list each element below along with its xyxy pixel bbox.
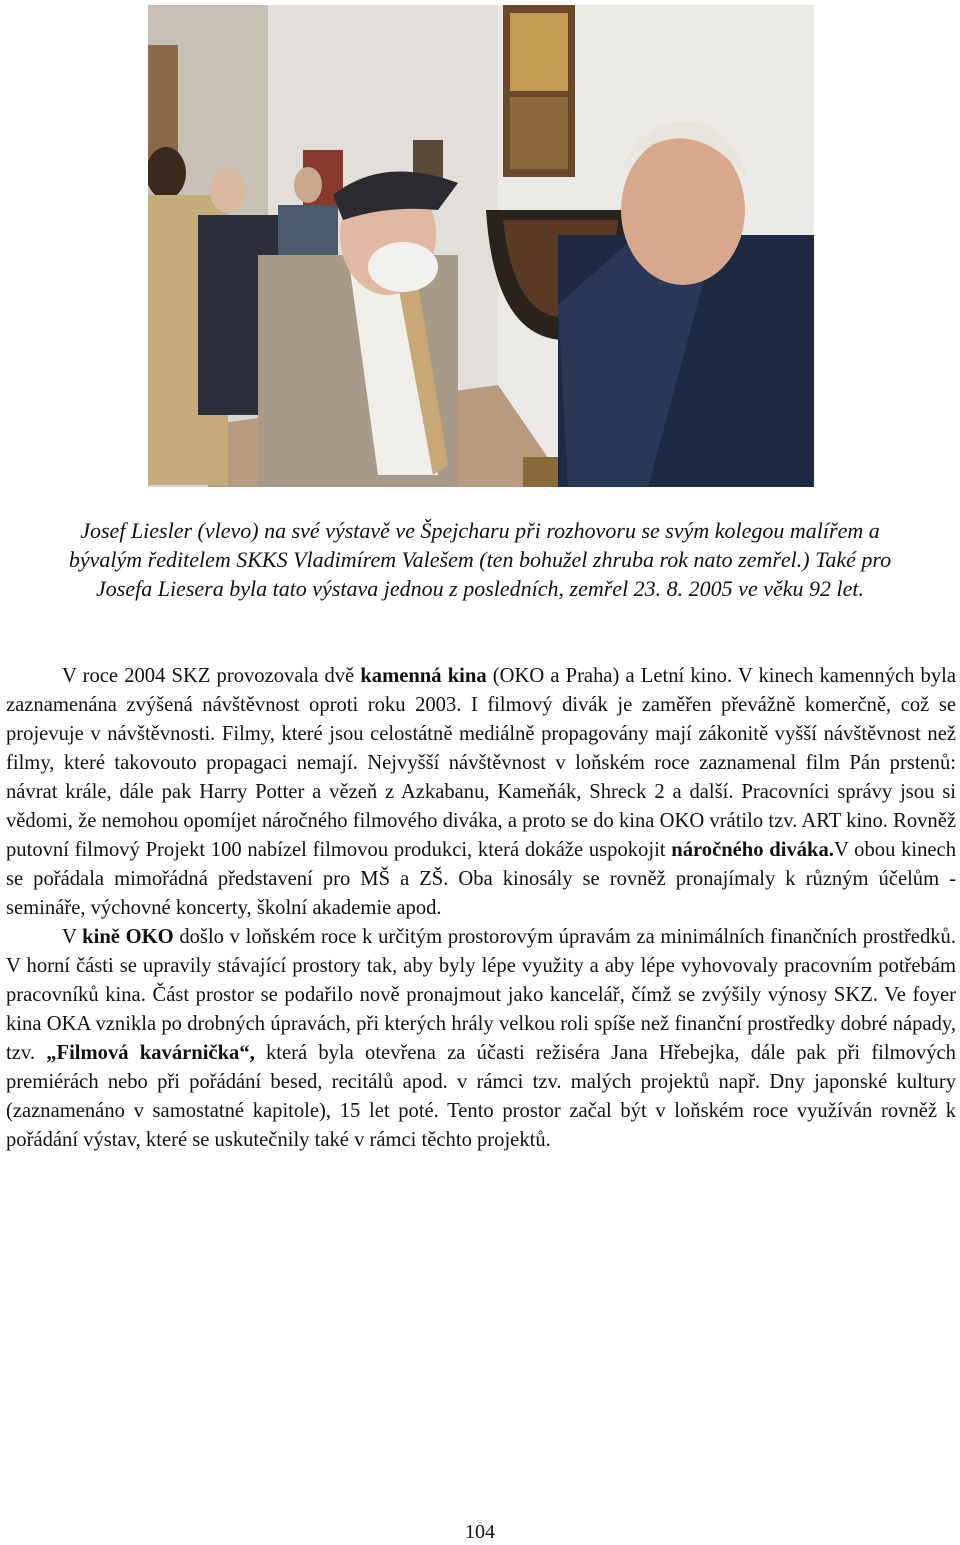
caption-line: Josefa Liesera byla tato výstava jednou z posledních, zemřel 23. 8. 2005 ve věku 92 let. [96,576,864,601]
photo-caption [10,516,950,603]
exhibition-photo [148,5,814,487]
paragraph-kino-oko [6,923,956,1155]
bold-run: náročného diváka. [671,839,834,861]
text-run: V obou kinech se pořádala mimořádná představení pro MŠ a ZŠ. Oba kinosály se rovněž pronajímaly k různým účelům - semináře, výchovné koncerty, školní akademie apod. [6,839,956,919]
text-run: došlo v loňském roce k určitým prostorovým úpravám za minimálních finančních prostředků. V horní části se upravily stávající prostory tak, aby byly lépe využity a aby lépe vyhovovaly pracovním potřebám pracovníků kina. Část prostor se podařilo nově pronajmout jako kancelář, čímž se zvýšily výnosy SKZ. Ve foyer kina OKA vznikla po drobných úpravách, při kterých hrály velkou roli spíše než finanční prostředky dobré nápady, tzv. [6,926,956,1064]
caption-line: bývalým ředitelem SKKS Vladimírem Valešem (ten bohužel zhruba rok nato zemřel.) Také pro [68,547,892,572]
bold-run: „Filmová kavárnička“, [46,1042,255,1064]
page-number: 104 [465,1521,495,1543]
paragraph-cinemas [6,662,956,923]
article-body [6,662,956,1155]
caption-line: Josef Liesler (vlevo) na své výstavě ve Špejcharu při rozhovoru se svým kolegou malířem a [80,518,880,543]
text-run: V [62,926,83,948]
text-run: (OKO a Praha) a Letní kino. V kinech kamenných byla zaznamenána zvýšená návštěvnost oproti roku 2003. I filmový divák je zaměřen převážně komerčně, což se projevuje v návštěvnosti. Filmy, které jsou celostátně mediálně propagovány mají zákonitě vyšší návštěvnost než filmy, které takovouto propagaci nemají. Nejvyšší návštěvnost v loňském roce zaznamenal film Pán prstenů: návrat krále, dále pak Harry Potter a vězeň z Azkabanu, Kameňák, Shreck 2 a další. Pracovníci správy jsou si vědomi, že nemohou opomíjet náročného filmového diváka, a proto se do kina OKO vrátilo tzv. ART kino. Rovněž putovní filmový Projekt 100 nabízel filmovou produkci, která dokáže uspokojit [6,665,957,861]
photograph-gallery-exhibition-icon [148,5,814,487]
bold-run: kamenná kina [360,665,487,687]
text-run: která byla otevřena za účasti režiséra Jana Hřebejka, dále pak při filmových premiérách nebo při pořádání besed, recitálů apod. v rámci tzv. malých projektů např. Dny japonské kultury (zaznamenáno v samostatné kapitole), 15 let poté. Tento prostor začal být v loňském roce využíván rovněž k pořádání výstav, které se uskutečnily také v rámci těchto projektů. [6,1042,956,1151]
bold-run: kině OKO [82,926,174,948]
text-run: V roce 2004 SKZ provozovala dvě [62,665,361,687]
